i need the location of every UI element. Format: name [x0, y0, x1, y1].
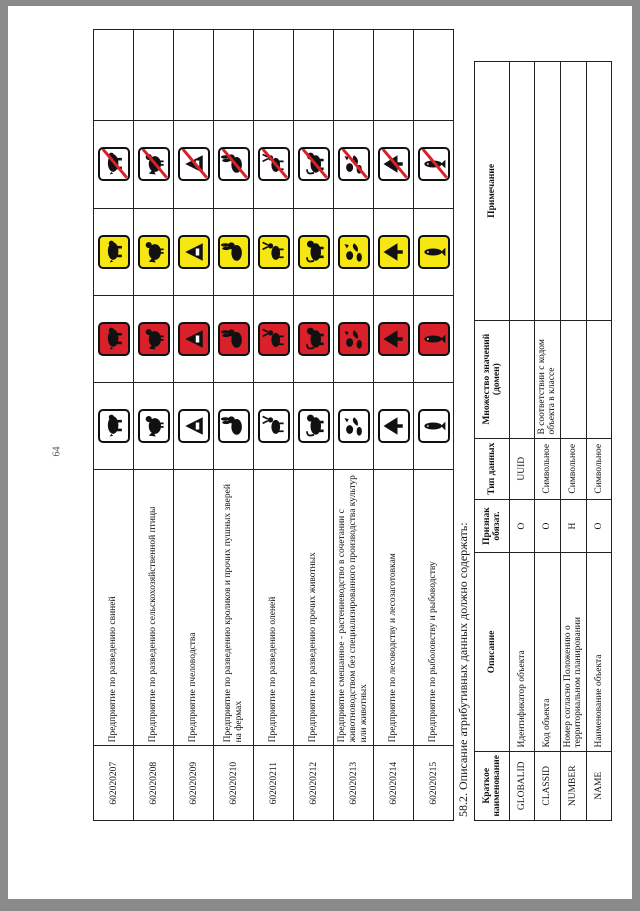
symbol-planned [374, 295, 414, 382]
symbol-reconstructed [414, 208, 454, 295]
attr-note [560, 62, 586, 321]
pig-icon [98, 409, 130, 443]
enterprise-code: 602020208 [134, 746, 174, 821]
attribute-header-row [475, 62, 510, 821]
animal-icon [298, 409, 330, 443]
beehive-icon [178, 148, 210, 182]
symbol-liquidated [254, 121, 294, 208]
symbol-existing [134, 382, 174, 469]
enterprise-code: 602020215 [414, 746, 454, 821]
animal-icon [298, 322, 330, 356]
enterprise-name: Предприятие по разведению свиней [94, 470, 134, 746]
hen-icon [138, 235, 170, 269]
symbol-planned [414, 295, 454, 382]
symbol-reconstructed [334, 208, 374, 295]
beehive-icon [178, 409, 210, 443]
symbol-existing [294, 382, 334, 469]
attribute-row [510, 62, 535, 821]
symbol-planned [174, 295, 214, 382]
attr-type: Символьное [560, 438, 586, 499]
deer-icon [258, 322, 290, 356]
symbol-existing [174, 382, 214, 469]
symbol-planned [134, 295, 174, 382]
enterprise-row [214, 30, 254, 821]
attribute-row [560, 62, 586, 821]
symbol-reconstructed [294, 208, 334, 295]
enterprise-code: 602020211 [254, 746, 294, 821]
enterprise-note [94, 30, 134, 121]
symbol-liquidated [94, 121, 134, 208]
symbol-planned [254, 295, 294, 382]
enterprise-note [374, 30, 414, 121]
enterprise-row [254, 30, 294, 821]
enterprise-row [374, 30, 414, 821]
symbol-existing [94, 382, 134, 469]
fish-icon [418, 322, 450, 356]
header-domain: Множество значений (домен) [475, 320, 510, 438]
pig-icon [98, 235, 130, 269]
symbol-reconstructed [374, 208, 414, 295]
enterprise-name: Предприятие по разведению прочих животных [294, 470, 334, 746]
attr-domain: В соответствии с кодом объекта в классе [535, 320, 561, 438]
attribute-row [535, 62, 561, 821]
header-short-name: Краткое наименование [475, 751, 510, 820]
enterprise-row [294, 30, 334, 821]
enterprise-note [414, 30, 454, 121]
symbol-planned [94, 295, 134, 382]
tree-icon [378, 409, 410, 443]
attr-note [586, 62, 611, 321]
fish-icon [418, 409, 450, 443]
enterprise-name: Предприятие по рыболовству и рыбоводству [414, 470, 454, 746]
header-data-type: Тип данных [475, 438, 510, 499]
animal-icon [298, 235, 330, 269]
header-required: Признак обязат. [475, 499, 510, 552]
beehive-icon [178, 235, 210, 269]
hen-icon [138, 148, 170, 182]
symbol-existing [254, 382, 294, 469]
rabbit-icon [218, 148, 250, 182]
attr-req: Н [560, 499, 586, 552]
hen-icon [138, 409, 170, 443]
symbol-reconstructed [134, 208, 174, 295]
attribute-table [474, 61, 612, 821]
symbol-existing [374, 382, 414, 469]
attr-short: NUMBER [560, 751, 586, 820]
attr-short: NAME [586, 751, 611, 820]
tree-icon [378, 322, 410, 356]
enterprise-note [174, 30, 214, 121]
deer-icon [258, 409, 290, 443]
attr-type: Символьное [586, 438, 611, 499]
pig-icon [98, 322, 130, 356]
deer-icon [258, 148, 290, 182]
rabbit-icon [218, 409, 250, 443]
enterprise-note [294, 30, 334, 121]
attr-type: UUID [510, 438, 535, 499]
symbol-reconstructed [214, 208, 254, 295]
deer-icon [258, 235, 290, 269]
rotated-content [8, 6, 640, 911]
symbol-liquidated [134, 121, 174, 208]
attr-desc: Номер согласно Положению о территориальном планировании [560, 553, 586, 751]
document-page [8, 6, 632, 899]
enterprise-row [334, 30, 374, 821]
enterprise-name: Предприятие по разведению сельскохозяйственной птицы [134, 470, 174, 746]
beehive-icon [178, 322, 210, 356]
enterprise-note [254, 30, 294, 121]
attr-note [510, 62, 535, 321]
enterprise-note [134, 30, 174, 121]
rabbit-icon [218, 235, 250, 269]
attr-req: О [535, 499, 561, 552]
enterprise-code: 602020213 [334, 746, 374, 821]
enterprise-code: 602020207 [94, 746, 134, 821]
attr-domain [586, 320, 611, 438]
enterprise-name: Предприятие по разведению оленей [254, 470, 294, 746]
enterprise-row [174, 30, 214, 821]
symbol-existing [334, 382, 374, 469]
enterprise-name: Предприятие по лесоводству и лесозаготовкам [374, 470, 414, 746]
enterprise-row [94, 30, 134, 821]
section-caption: 58.2. Описание атрибутивных данных должно содержать: [456, 522, 470, 817]
enterprise-code: 602020210 [214, 746, 254, 821]
mixed-farm-icon [338, 409, 370, 443]
mixed-farm-icon [338, 322, 370, 356]
attr-domain [560, 320, 586, 438]
enterprise-legend-table [93, 29, 454, 821]
attr-desc: Идентификатор объекта [510, 553, 535, 751]
tree-icon [378, 148, 410, 182]
enterprise-row [134, 30, 174, 821]
attr-short: GLOBALID [510, 751, 535, 820]
symbol-liquidated [374, 121, 414, 208]
symbol-liquidated [334, 121, 374, 208]
symbol-reconstructed [174, 208, 214, 295]
page-number: 64 [51, 446, 63, 457]
symbol-planned [214, 295, 254, 382]
attribute-row [586, 62, 611, 821]
symbol-liquidated [294, 121, 334, 208]
header-note: Примечание [475, 62, 510, 321]
symbol-liquidated [174, 121, 214, 208]
enterprise-name: Предприятие смешанное - растениеводство в сочетании с животноводством без специализированного производства культур или животных [334, 470, 374, 746]
enterprise-code: 602020212 [294, 746, 334, 821]
hen-icon [138, 322, 170, 356]
symbol-existing [414, 382, 454, 469]
symbol-planned [334, 295, 374, 382]
attr-short: CLASSID [535, 751, 561, 820]
symbol-liquidated [214, 121, 254, 208]
attr-note [535, 62, 561, 321]
attr-type: Символьное [535, 438, 561, 499]
enterprise-name: Предприятие по разведению кроликов и прочих пушных зверей на фермах [214, 470, 254, 746]
symbol-reconstructed [254, 208, 294, 295]
enterprise-note [334, 30, 374, 121]
animal-icon [298, 148, 330, 182]
attr-domain [510, 320, 535, 438]
header-description: Описание [475, 553, 510, 751]
symbol-liquidated [414, 121, 454, 208]
mixed-farm-icon [338, 235, 370, 269]
enterprise-row [414, 30, 454, 821]
attr-req: О [586, 499, 611, 552]
attr-req: О [510, 499, 535, 552]
enterprise-code: 602020214 [374, 746, 414, 821]
fish-icon [418, 148, 450, 182]
tree-icon [378, 235, 410, 269]
fish-icon [418, 235, 450, 269]
attr-desc: Код объекта [535, 553, 561, 751]
symbol-planned [294, 295, 334, 382]
mixed-farm-icon [338, 148, 370, 182]
enterprise-name: Предприятие пчеловодства [174, 470, 214, 746]
rabbit-icon [218, 322, 250, 356]
enterprise-note [214, 30, 254, 121]
attr-desc: Наименование объекта [586, 553, 611, 751]
pig-icon [98, 148, 130, 182]
symbol-existing [214, 382, 254, 469]
symbol-reconstructed [94, 208, 134, 295]
enterprise-code: 602020209 [174, 746, 214, 821]
